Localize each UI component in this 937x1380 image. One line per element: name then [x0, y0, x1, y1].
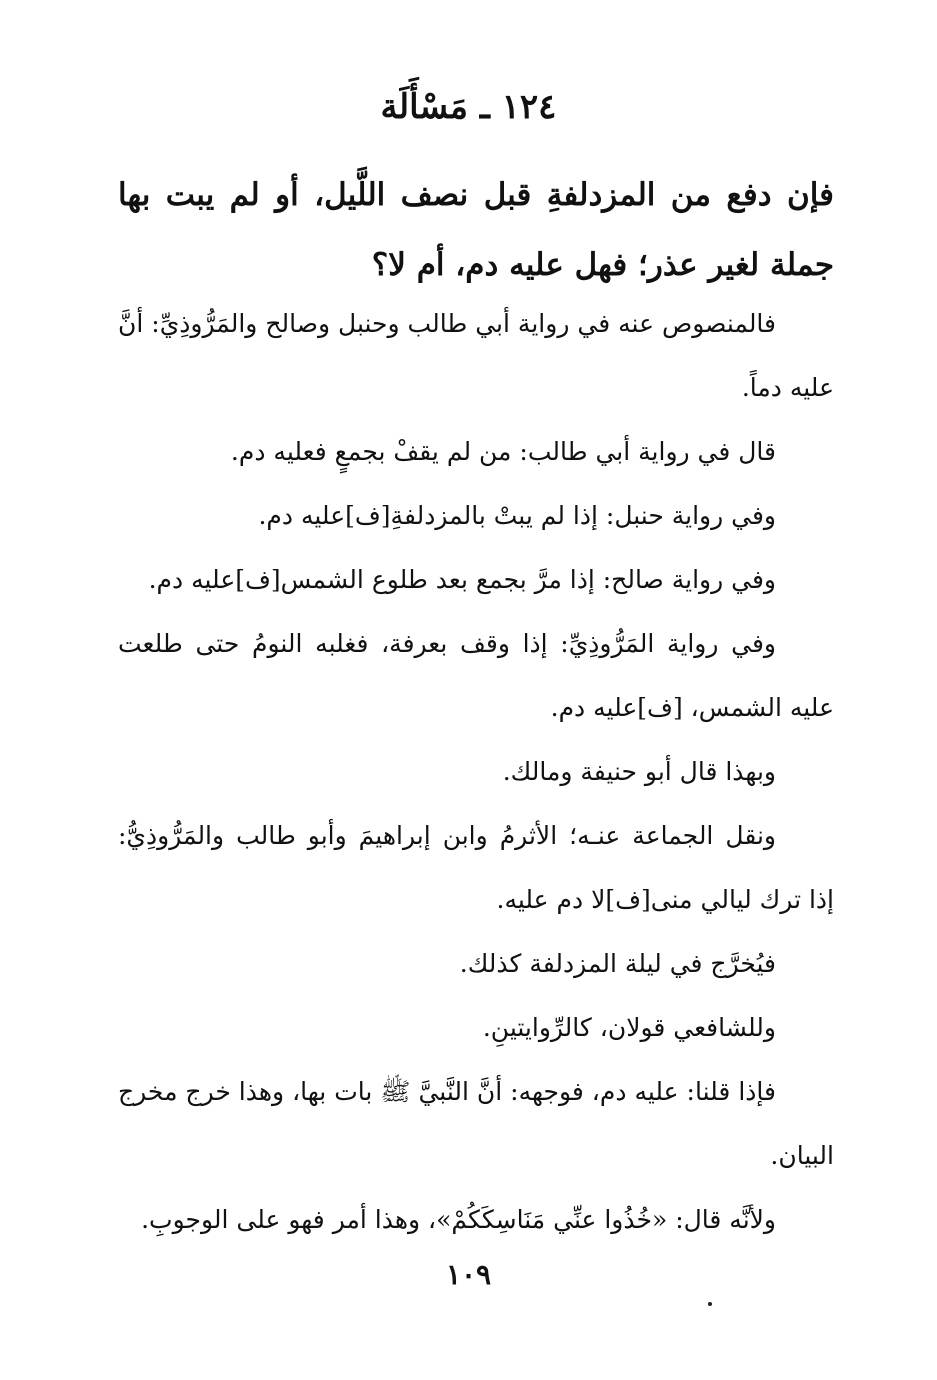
paragraph-11: ولأنَّه قال: «خُذُوا عنِّي مَنَاسِكَكُمْ»، وهذا أمر فهو على الوجوبِ.	[141, 1205, 776, 1234]
section-heading: ١٢٤ ـ مَسْأَلَة	[380, 87, 557, 127]
body-text	[118, 292, 834, 1252]
paragraph-1: فالمنصوص عنه في رواية أبي طالب وحنبل وصالح والمَرُّوذِيِّ: أنَّ عليه دماً.	[118, 309, 834, 402]
paragraph-7: ونقل الجماعة عنـه؛ الأثرمُ وابن إبراهيمَ وأبو طالب والمَرُّوذِيُّ: إذا ترك ليالي منى[ف]لا دم عليه.	[118, 821, 834, 914]
question-text: فإن دفع من المزدلفةِ قبل نصف اللَّيل، أو لم يبت بها جملة لغير عذر؛ فهل عليه دم، أم لا؟	[118, 177, 834, 283]
paragraph-10: فإذا قلنا: عليه دم، فوجهه: أنَّ النَّبيَّ ﷺ بات بها، وهذا خرج مخرج البيان.	[118, 1077, 834, 1170]
paragraph-4: وفي رواية صالح: إذا مرَّ بجمع بعد طلوع الشمس[ف]عليه دم.	[148, 565, 776, 594]
paragraph-6: وبهذا قال أبو حنيفة ومالك.	[502, 757, 776, 786]
paragraph-5: وفي رواية المَرُّوذِيِّ: إذا وقف بعرفة، فغلبه النومُ حتى طلعت عليه الشمس، [ف]عليه دم.	[118, 629, 834, 722]
paragraph-3: وفي رواية حنبل: إذا لم يبتْ بالمزدلفةِ[ف]عليه دم.	[258, 501, 776, 530]
paragraph-8: فيُخرَّج في ليلة المزدلفة كذلك.	[459, 949, 776, 978]
page-number: ١٠٩	[445, 1258, 492, 1291]
paragraph-9: وللشافعي قولان، كالرِّوايتينِ.	[482, 1013, 776, 1042]
print-speck	[708, 1302, 712, 1306]
paragraph-2: قال في رواية أبي طالب: من لم يقفْ بجمعٍ فعليه دم.	[230, 437, 776, 466]
